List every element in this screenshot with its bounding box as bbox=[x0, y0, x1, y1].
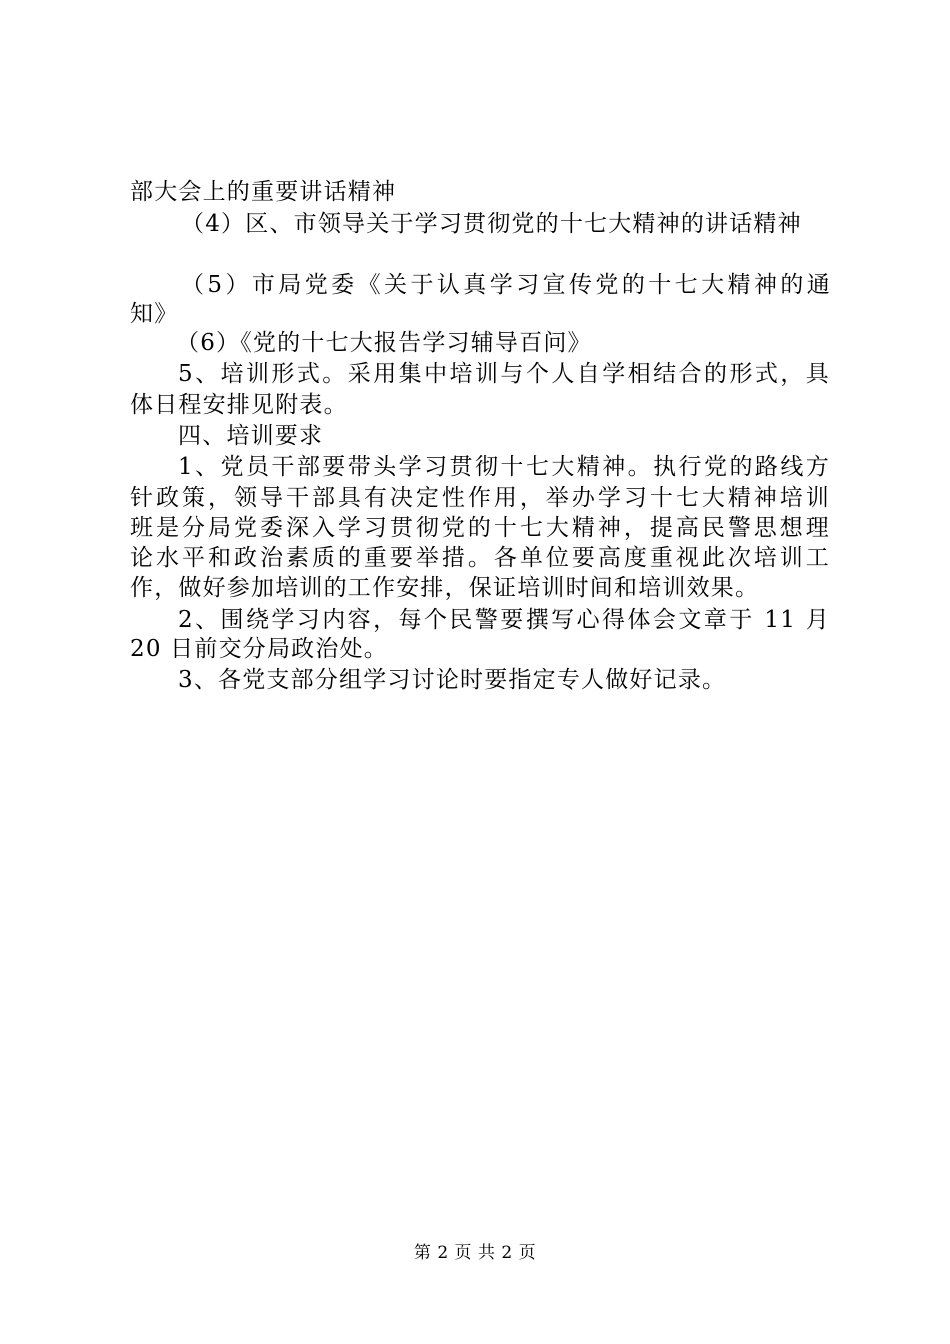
section-heading-requirements: 四、培训要求 bbox=[178, 423, 324, 449]
requirement-1-line-5: 作，做好参加培训的工作安排，保证培训时间和培训效果。 bbox=[130, 575, 760, 601]
requirement-1-line-2: 针政策，领导干部具有决定性作用，举办学习十七大精神培训 bbox=[130, 485, 830, 511]
requirement-2-line-2: 20 日前交分局政治处。 bbox=[130, 636, 388, 662]
requirement-3: 3、各党支部分组学习讨论时要指定专人做好记录。 bbox=[178, 667, 727, 693]
reference-item-6: （6）《党的十七大报告学习辅导百问》 bbox=[176, 330, 592, 356]
reference-item-5: （5）市局党委《关于认真学习宣传党的十七大精神的通 bbox=[181, 272, 831, 298]
reference-item-5-cont: 知》 bbox=[130, 301, 179, 327]
training-format-cont: 体日程安排见附表。 bbox=[130, 392, 348, 418]
requirement-1-line-4: 论水平和政治素质的重要举措。各单位要高度重视此次培训工 bbox=[130, 545, 830, 571]
requirement-1-line-1: 1、党员干部要带头学习贯彻十七大精神。执行党的路线方 bbox=[178, 454, 830, 480]
requirement-1-line-3: 班是分局党委深入学习贯彻党的十七大精神，提高民警思想理 bbox=[130, 515, 830, 541]
body-line-1: 部大会上的重要讲话精神 bbox=[130, 179, 397, 205]
page-number-footer: 第 2 页 共 2 页 bbox=[413, 1243, 537, 1263]
training-format-paragraph: 5、培训形式。采用集中培训与个人自学相结合的形式，具 bbox=[178, 361, 830, 387]
reference-item-4: （4）区、市领导关于学习贯彻党的十七大精神的讲话精神 bbox=[181, 211, 802, 237]
requirement-2-line-1: 2、围绕学习内容，每个民警要撰写心得体会文章于 11 月 bbox=[178, 607, 830, 633]
